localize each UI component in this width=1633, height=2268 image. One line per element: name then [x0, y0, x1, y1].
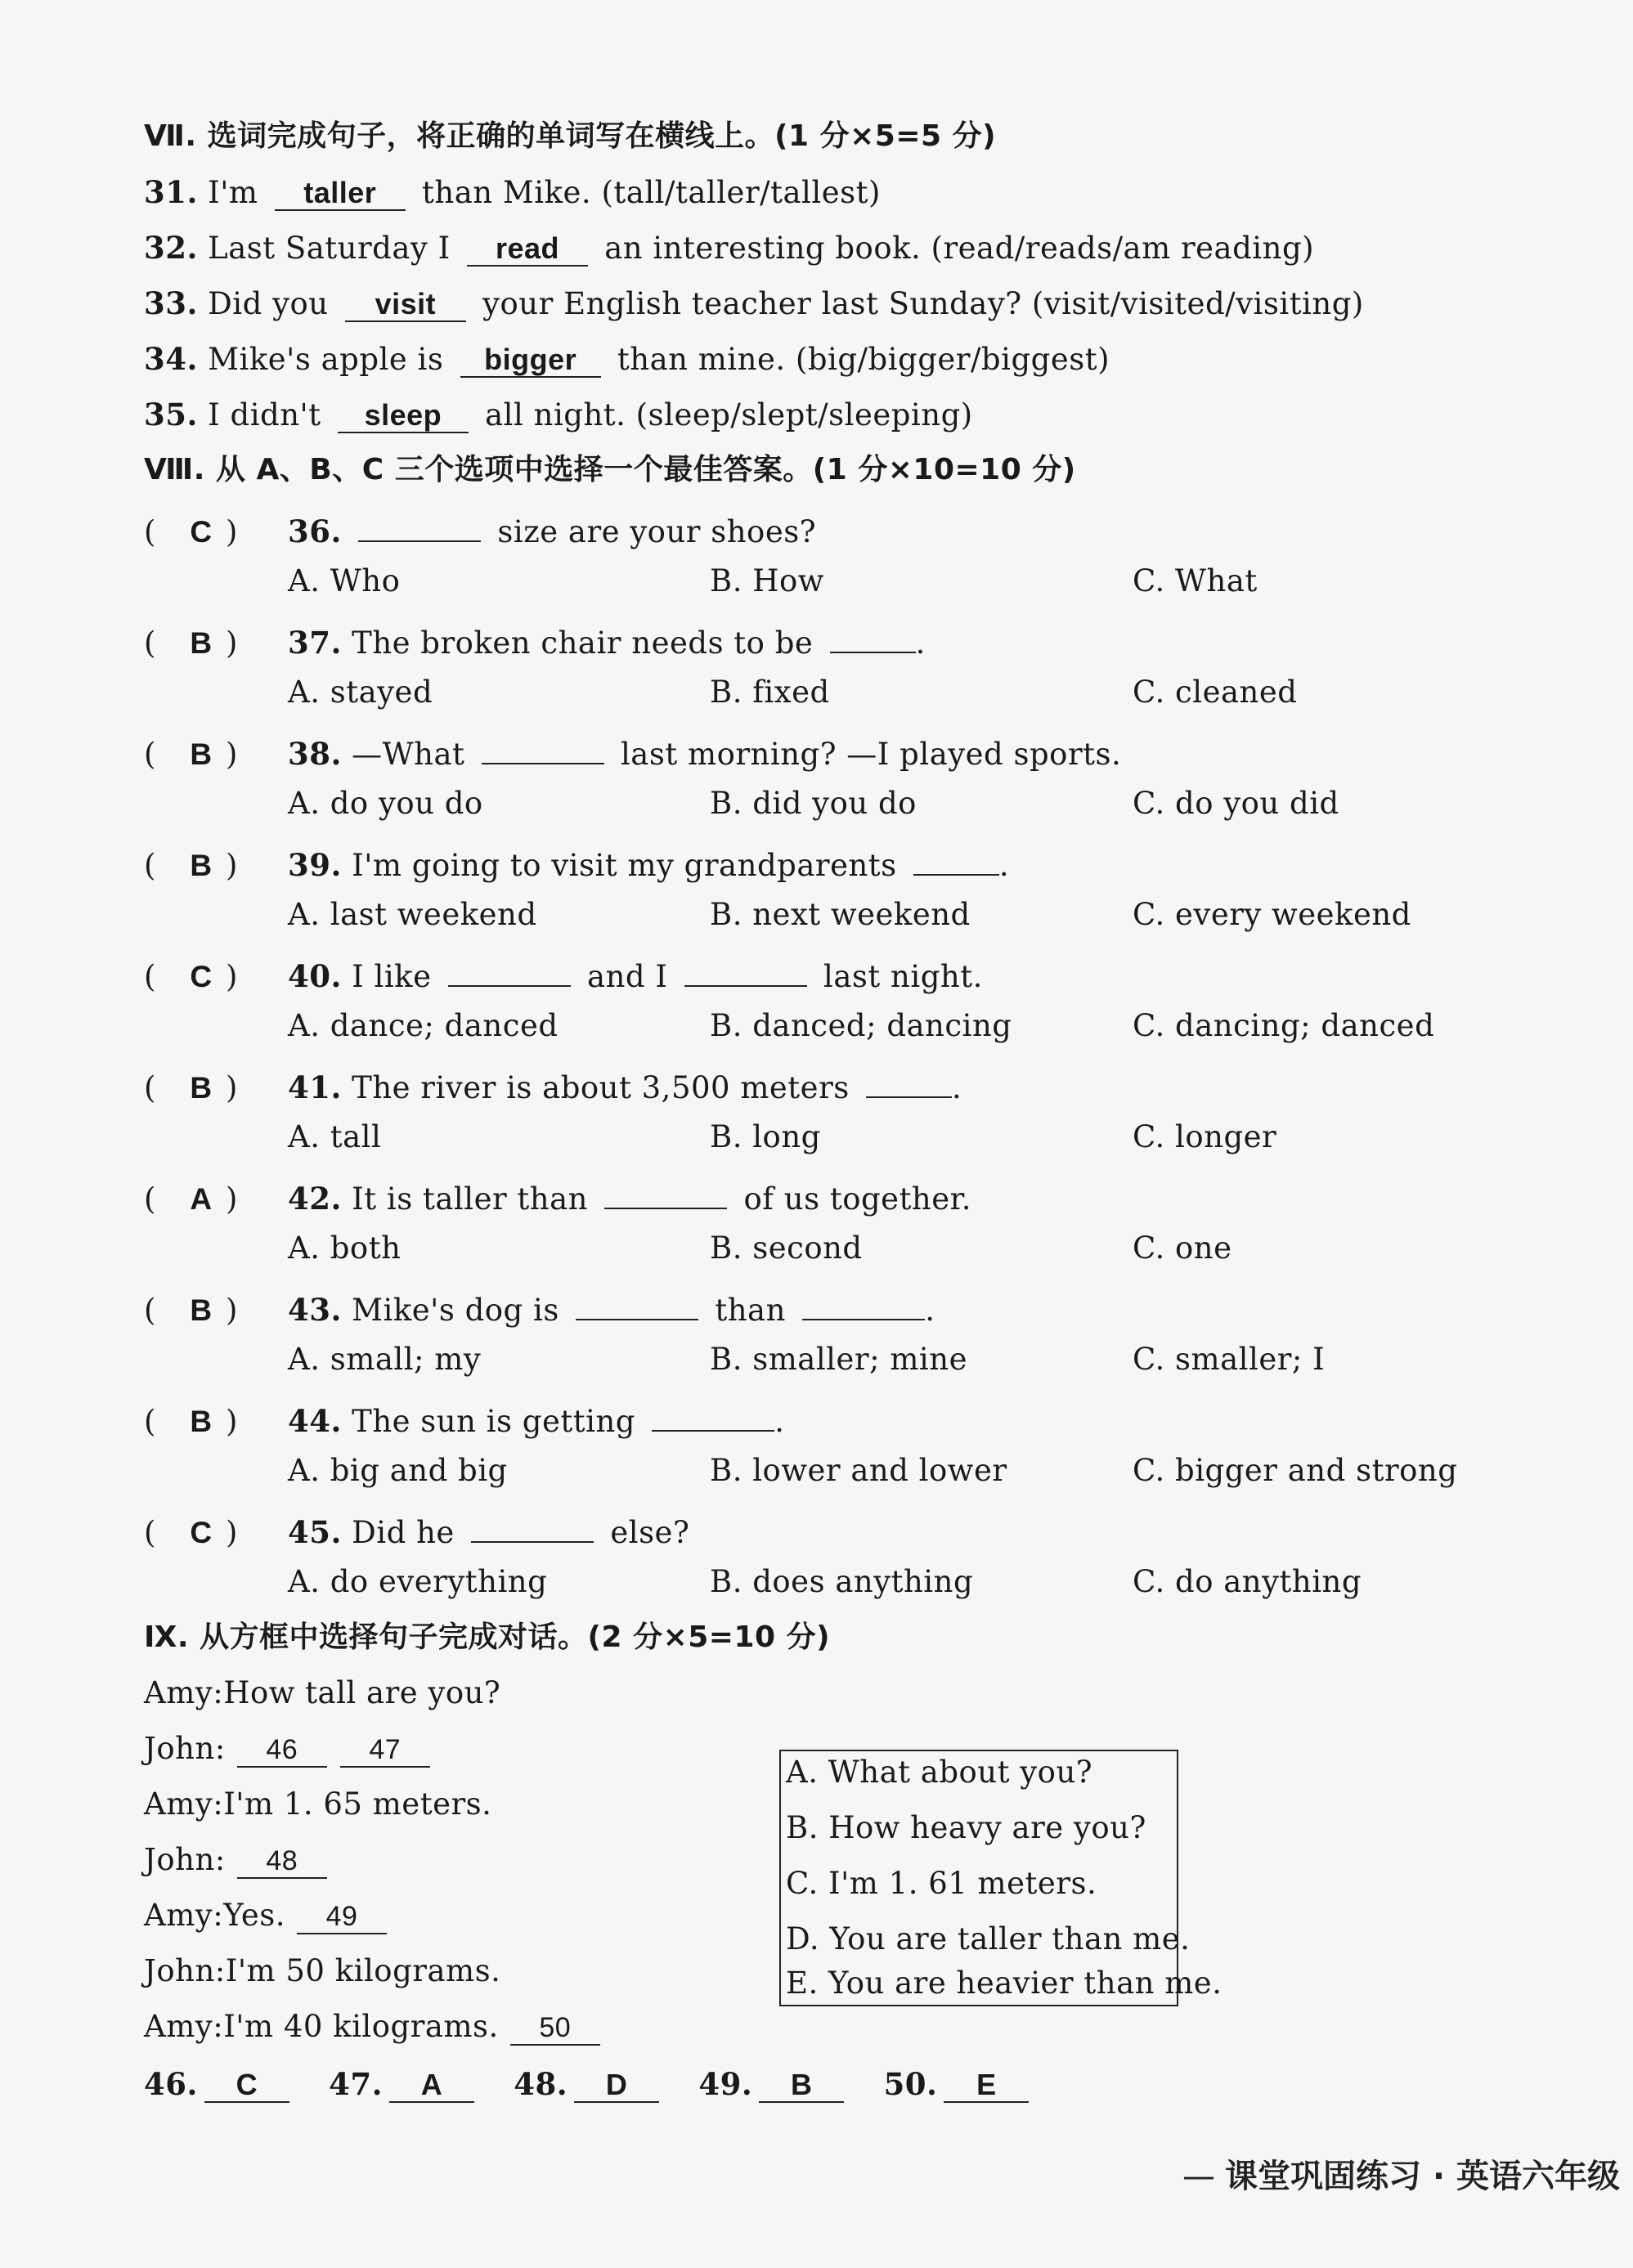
- option-c[interactable]: C. longer: [1133, 1119, 1277, 1154]
- question-35: [144, 395, 973, 435]
- option-b[interactable]: B. second: [710, 1230, 863, 1266]
- speaker: Amy:: [144, 1786, 224, 1822]
- answer-blank[interactable]: C: [204, 2067, 289, 2103]
- option-c[interactable]: C. smaller; I: [1133, 1342, 1326, 1377]
- dialogue-blank[interactable]: 46: [237, 1732, 327, 1768]
- option-a[interactable]: A. last weekend: [288, 897, 537, 932]
- answer-letter[interactable]: B: [190, 1293, 213, 1327]
- question-stem: than: [715, 1293, 786, 1328]
- option-c[interactable]: C. one: [1133, 1230, 1232, 1266]
- question-number: 42.: [288, 1181, 342, 1217]
- option-a[interactable]: A. do everything: [288, 1564, 548, 1599]
- question-stem: Mike's dog is: [352, 1293, 559, 1328]
- answer-blank[interactable]: [482, 728, 604, 764]
- dialogue-blank[interactable]: 47: [340, 1732, 430, 1768]
- question-number: 33.: [144, 285, 198, 321]
- section-7-heading: Ⅶ. 选词完成句子，将正确的单词写在横线上。(1 分×5=5 分): [144, 119, 997, 153]
- dialogue-blank[interactable]: 50: [510, 2010, 600, 2046]
- option-a[interactable]: A. stayed: [288, 675, 433, 710]
- answer-number: 50.: [883, 2066, 938, 2102]
- question-stem: size are your shoes?: [497, 514, 817, 549]
- answer-blank[interactable]: [802, 1284, 925, 1320]
- dialogue-line: [144, 1840, 334, 1880]
- question-stem: It is taller than: [352, 1181, 588, 1217]
- answer-letter[interactable]: B: [190, 1071, 213, 1105]
- answer-number: 49.: [698, 2066, 753, 2102]
- answer-number: 48.: [514, 2066, 568, 2102]
- answer-number: 46.: [144, 2066, 198, 2102]
- footer-dash: —: [1182, 2158, 1215, 2195]
- answer-paren: ( B ): [144, 624, 288, 663]
- box-option-e[interactable]: E. You are heavier than me.: [786, 1965, 1223, 2001]
- dialogue-text: How tall are you?: [223, 1675, 501, 1710]
- answer-row: [144, 2064, 1035, 2104]
- option-a[interactable]: A. big and big: [288, 1453, 508, 1488]
- answer-letter[interactable]: C: [190, 515, 213, 549]
- question-stem: and I: [587, 959, 668, 994]
- speaker: John:: [144, 1953, 226, 1988]
- answer-blank[interactable]: D: [574, 2067, 659, 2103]
- box-option-a[interactable]: A. What about you?: [786, 1755, 1093, 1790]
- question-number: 34.: [144, 341, 198, 377]
- question-number: 32.: [144, 230, 198, 266]
- answer-paren: ( C ): [144, 1513, 288, 1553]
- question-stem: of us together.: [743, 1181, 972, 1217]
- box-option-c[interactable]: C. I'm 1. 61 meters.: [786, 1866, 1097, 1901]
- question-31: [144, 173, 881, 213]
- question-number: 37.: [288, 625, 342, 661]
- question-32: [144, 228, 1314, 268]
- answer-blank[interactable]: read: [467, 231, 588, 267]
- answer-blank[interactable]: sleep: [338, 397, 469, 433]
- box-option-b[interactable]: B. How heavy are you?: [786, 1810, 1146, 1845]
- answer-blank[interactable]: B: [759, 2067, 844, 2103]
- question-stem: I like: [352, 959, 432, 994]
- footer-title: 课堂巩固练习 · 英语六年级: [1224, 2158, 1620, 2195]
- question-36: [144, 506, 816, 552]
- question-45: [144, 1507, 689, 1553]
- option-b[interactable]: B. next weekend: [710, 897, 971, 932]
- dialogue-text: I'm 40 kilograms.: [223, 2009, 499, 2044]
- option-a[interactable]: A. small; my: [288, 1342, 482, 1377]
- question-number: 40.: [288, 958, 342, 994]
- question-33: [144, 284, 1364, 324]
- question-40: [144, 951, 983, 997]
- answer-number: 47.: [329, 2066, 384, 2102]
- option-a[interactable]: A. Who: [288, 563, 401, 598]
- answer-paren: ( B ): [144, 735, 288, 774]
- question-text: Did you: [208, 286, 329, 321]
- question-34: [144, 339, 1110, 379]
- option-c[interactable]: C. What: [1133, 563, 1258, 598]
- option-c[interactable]: C. every weekend: [1133, 897, 1411, 932]
- option-b[interactable]: B. fixed: [710, 675, 830, 710]
- question-number: 36.: [288, 513, 342, 549]
- answer-letter[interactable]: B: [190, 849, 213, 882]
- question-stem: last morning? —I played sports.: [620, 737, 1122, 772]
- question-text: all night. (sleep/slept/sleeping): [485, 397, 973, 433]
- option-c[interactable]: C. cleaned: [1133, 675, 1298, 710]
- dialogue-text: I'm 1. 65 meters.: [223, 1786, 492, 1822]
- option-b[interactable]: B. does anything: [710, 1564, 974, 1599]
- option-b[interactable]: B. long: [710, 1119, 821, 1154]
- speaker: John:: [144, 1842, 226, 1877]
- question-text: than Mike. (tall/taller/tallest): [422, 175, 881, 210]
- question-number: 31.: [144, 174, 198, 210]
- answer-letter[interactable]: B: [190, 1405, 213, 1438]
- option-c[interactable]: C. do anything: [1133, 1564, 1362, 1599]
- answer-blank[interactable]: [358, 506, 481, 542]
- answer-paren: ( B ): [144, 846, 288, 885]
- answer-blank[interactable]: [913, 840, 999, 876]
- answer-blank[interactable]: bigger: [460, 342, 601, 378]
- answer-blank[interactable]: [684, 951, 807, 987]
- question-41: ( B ) 41. The river is about 3,500 meters .: [144, 1062, 962, 1108]
- answer-paren: ( C ): [144, 957, 288, 997]
- question-text: I didn't: [208, 397, 321, 433]
- question-stem: The river is about 3,500 meters: [352, 1070, 850, 1105]
- answer-blank[interactable]: [652, 1396, 774, 1432]
- answer-blank[interactable]: E: [944, 2067, 1029, 2103]
- question-number: 45.: [288, 1514, 342, 1550]
- option-b[interactable]: B. lower and lower: [710, 1453, 1007, 1488]
- question-stem: else?: [610, 1515, 690, 1550]
- section-8-heading: Ⅷ. 从 A、B、C 三个选项中选择一个最佳答案。(1 分×10=10 分): [144, 453, 1076, 486]
- answer-paren: ( B ): [144, 1069, 288, 1108]
- dialogue-line: [144, 1674, 500, 1713]
- answer-letter[interactable]: C: [190, 1516, 213, 1549]
- question-39: ( B ) 39. I'm going to visit my grandparents .: [144, 840, 1009, 885]
- answer-paren: ( B ): [144, 1291, 288, 1330]
- question-38: [144, 728, 1121, 774]
- options-box: [779, 1750, 1223, 2006]
- question-43: ( B ) 43. Mike's dog is than .: [144, 1284, 935, 1330]
- dialogue-line: [144, 1896, 393, 1935]
- question-number: 44.: [288, 1403, 342, 1439]
- speaker: Amy:: [144, 1675, 224, 1710]
- option-b[interactable]: B. smaller; mine: [710, 1342, 967, 1377]
- question-number: 43.: [288, 1292, 342, 1328]
- question-stem: I'm going to visit my grandparents: [352, 848, 897, 883]
- answer-blank[interactable]: [448, 951, 571, 987]
- question-number: 39.: [288, 847, 342, 883]
- dialogue-line: [144, 1952, 500, 1991]
- option-c[interactable]: C. do you did: [1133, 786, 1339, 821]
- option-a[interactable]: A. tall: [288, 1119, 382, 1154]
- answer-paren: ( A ): [144, 1180, 288, 1219]
- question-42: [144, 1173, 971, 1219]
- answer-blank[interactable]: [830, 617, 916, 653]
- box-option-d[interactable]: D. You are taller than me.: [786, 1921, 1191, 1956]
- answer-blank[interactable]: [471, 1507, 594, 1543]
- dialogue-line: [144, 1729, 437, 1768]
- answer-blank[interactable]: [866, 1062, 952, 1098]
- question-stem: The broken chair needs to be: [352, 625, 814, 661]
- answer-blank[interactable]: taller: [275, 175, 406, 211]
- question-44: ( B ) 44. The sun is getting .: [144, 1396, 785, 1441]
- option-a[interactable]: A. do you do: [288, 786, 483, 821]
- page-footer: [1182, 2150, 1620, 2197]
- question-number: 38.: [288, 736, 342, 772]
- question-number: 41.: [288, 1069, 342, 1105]
- dialogue-blank[interactable]: 48: [237, 1843, 327, 1879]
- speaker: Amy:: [144, 1898, 224, 1933]
- question-text: an interesting book. (read/reads/am reading): [604, 231, 1315, 266]
- dialogue-text: I'm 50 kilograms.: [225, 1953, 501, 1988]
- speaker: John:: [144, 1731, 226, 1766]
- answer-paren: ( C ): [144, 513, 288, 552]
- option-a[interactable]: A. dance; danced: [288, 1008, 559, 1043]
- option-c[interactable]: C. dancing; danced: [1133, 1008, 1435, 1043]
- answer-blank[interactable]: visit: [345, 286, 466, 322]
- answer-paren: ( B ): [144, 1402, 288, 1441]
- question-text: your English teacher last Sunday? (visit/visited/visiting): [482, 286, 1364, 321]
- question-text: Mike's apple is: [208, 342, 444, 377]
- answer-blank[interactable]: A: [389, 2067, 474, 2103]
- speaker: Amy:: [144, 2009, 224, 2044]
- section-9-heading: Ⅸ. 从方框中选择句子完成对话。(2 分×5=10 分): [144, 1620, 831, 1654]
- option-c[interactable]: C. bigger and strong: [1133, 1453, 1458, 1488]
- answer-letter[interactable]: A: [190, 1182, 213, 1216]
- dialogue-line: [144, 2007, 607, 2046]
- question-text: than mine. (big/bigger/biggest): [617, 342, 1110, 377]
- question-text: Last Saturday I: [208, 231, 451, 266]
- answer-blank[interactable]: [604, 1173, 727, 1209]
- question-number: 35.: [144, 397, 198, 433]
- answer-letter[interactable]: C: [190, 960, 213, 993]
- answer-blank[interactable]: [576, 1284, 698, 1320]
- option-b[interactable]: B. danced; dancing: [710, 1008, 1012, 1043]
- answer-letter[interactable]: B: [190, 626, 213, 660]
- option-b[interactable]: B. did you do: [710, 786, 917, 821]
- question-stem: —What: [352, 737, 465, 772]
- option-a[interactable]: A. both: [288, 1230, 402, 1266]
- option-b[interactable]: B. How: [710, 563, 824, 598]
- question-stem: last night.: [823, 959, 983, 994]
- question-stem: Did he: [352, 1515, 455, 1550]
- question-text: I'm: [208, 175, 258, 210]
- dialogue-blank[interactable]: 49: [297, 1898, 387, 1934]
- question-stem: The sun is getting: [352, 1404, 635, 1439]
- dialogue-line: [144, 1785, 491, 1824]
- dialogue-text: Yes.: [223, 1898, 286, 1933]
- answer-letter[interactable]: B: [190, 737, 213, 771]
- question-37: ( B ) 37. The broken chair needs to be .: [144, 617, 926, 663]
